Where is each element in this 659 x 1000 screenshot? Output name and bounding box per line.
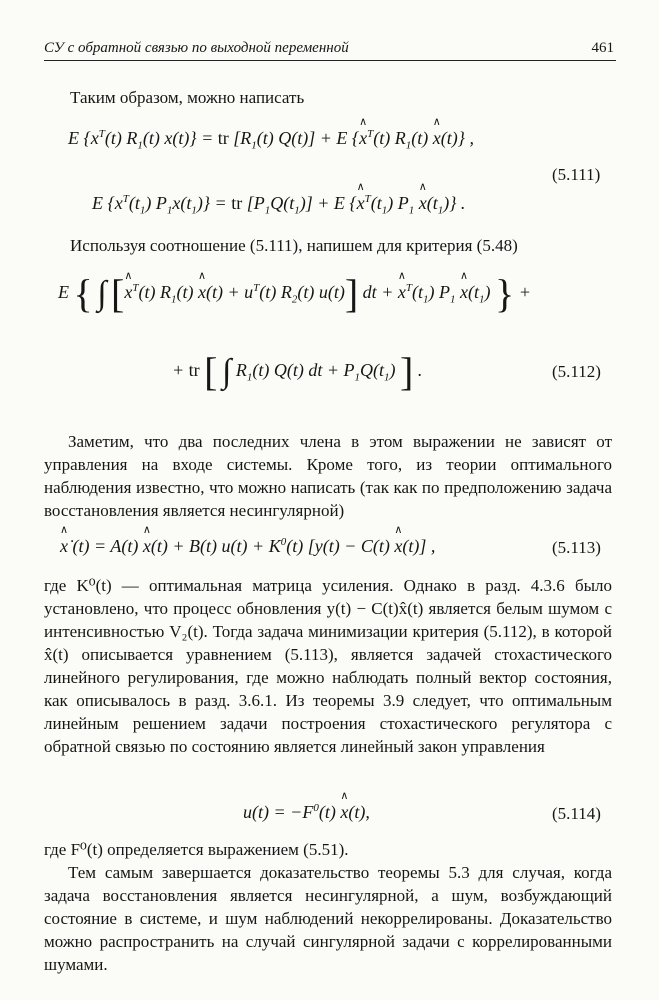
equation-5112-line2: + tr [ ∫ $R_1(t)$ Q(t) dt + $P_1Q(t_1)$ ] .: [172, 349, 423, 394]
page-number: 461: [591, 40, 614, 56]
equation-5113-number: (5.113): [552, 538, 601, 557]
equation-5112-line1: E { ∫ [∧ $x^T(t)$ $R_1(t)$ ∧ $x(t) + u^T(t)$ $R_2(t)$ u(t)] dt + ∧ $x^T(t_1)$ $P_1$ ∧ $x(t_1)$ } +: [58, 275, 531, 313]
header-title: СУ с обратной связью по выходной переменной: [44, 40, 349, 56]
header-rule: [44, 60, 616, 61]
equation-5113: ∧ ẋ (t) = A(t) ∧ x(t) + B(t) $u(t) + K^0(t) [y(t) - C(t)$ ∧ x(t)] ,: [60, 536, 435, 557]
running-header: [44, 40, 614, 57]
equation-5112-number: (5.112): [552, 362, 601, 381]
equation-5114: $u(t) = -F^0(t)$ ∧ x(t),: [243, 802, 370, 823]
paragraph-where: где F⁰(t) определяется выражением (5.51).: [44, 840, 349, 859]
paragraph-conclusion: Тем самым завершается доказательство теоремы 5.3 для случая, когда задача восстановления является несингулярной, а шум, возбуждающий состояние в системе, и шум наблюдений некоррелированы. Доказательство можно распространить на случай сингулярной задачи с коррелированными шумами.: [44, 863, 612, 974]
equation-5114-number: (5.114): [552, 804, 601, 823]
paragraph-using: Используя соотношение (5.111), напишем для критерия (5.48): [70, 236, 518, 255]
equation-5111-number: (5.111): [552, 165, 601, 184]
paragraph-intro: Таким образом, можно написать: [70, 88, 305, 107]
equation-5111-line1: E {$x^T(t)$ $R_1(t) x(t)$} = tr $[R_1(t) Q(t)] + E$ {∧ $x^T(t)$ $R_1(t)$ ∧ x(t)} ,: [68, 128, 474, 152]
equation-5111-line2: E $\{x^T(t_1) P_1x(t_1)\}$ = tr $[P_1Q(t_1)] + E$ {∧ $x^T(t_1)$ $P_1$ ∧ $x(t_1)$} .: [92, 193, 465, 217]
paragraph-note: Заметим, что два последних члена в этом выражении не зависят от управления на входе системы. Кроме того, из теории оптимального наблюдения известно, что можно написать (так как по предположению задача восстановления является несингулярной): [44, 432, 612, 520]
paragraph-gain: где K⁰(t) — оптимальная матрица усиления. Однако в разд. 4.3.6 было установлено, что процесс обновления y(t) − C(t)x̂(t) является белым шумом с интенсивностью V₂(t). Тогда задача минимизации критерия (5.112), в которой x̂(t) описывается уравнением (5.113), является задачей стохастического линейного регулирования, где можно наблюдать полный вектор состояния, как описывалось в разд. 3.6.1. Из теоремы 3.9 следует, что оптимальным линейным решением задачи построения стохастического регулятора с обратной связью по состоянию является линейный закон управления: [44, 576, 612, 756]
